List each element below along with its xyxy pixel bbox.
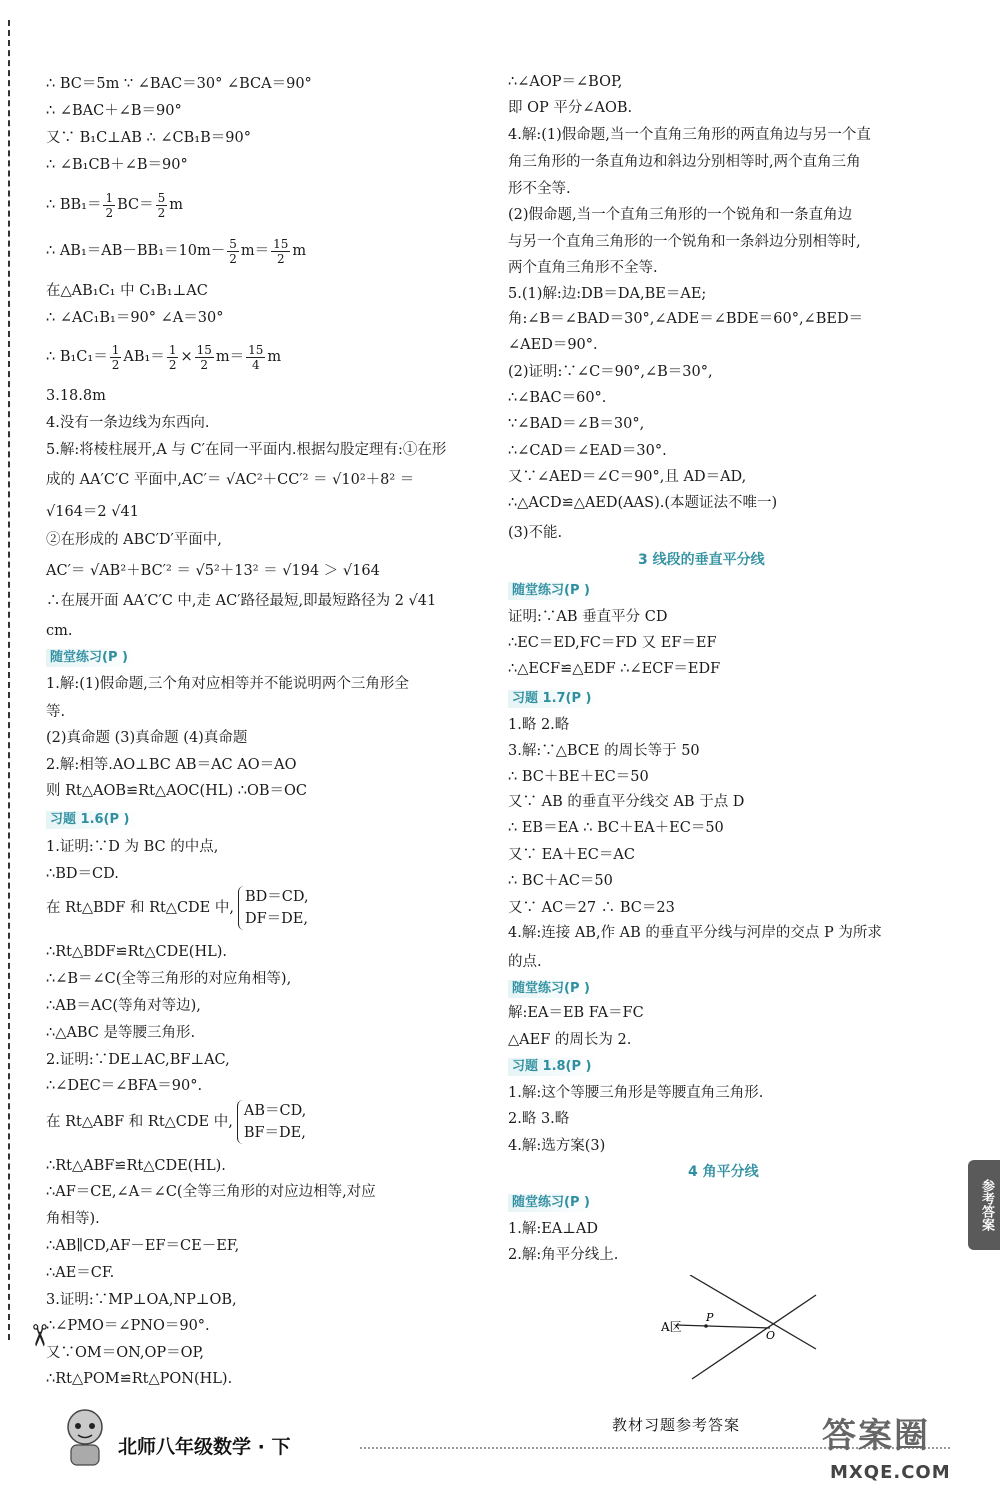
ray-lower [692,1295,816,1379]
text-line: ∴BD＝CD. [46,866,119,882]
text-line: 2.解:相等.AO⊥BC AB＝AC AO＝AO [46,757,297,773]
text-line: AC′＝ √AB²＋BC′² ＝ √5²＋13² ＝ √194 ＞ √164 [46,563,380,579]
text-line: ∴ ∠BAC＋∠B＝90° [46,103,182,119]
text-line: 3.解:∵△BCE 的周长等于 50 [508,743,700,759]
text-line: 证明:∵AB 垂直平分 CD [508,609,668,625]
text-line: (2)真命题 (3)真命题 (4)真命题 [46,730,248,746]
text-line: 4.解:连接 AB,作 AB 的垂直平分线与河岸的交点 P 为所求 [508,925,882,941]
text-line: 5.解:将棱柱展开,A 与 C′在同一平面内.根据勾股定理有:①在形 [46,442,447,458]
label-p: P [706,1311,714,1324]
text-line: 两个直角三角形不全等. [508,260,658,276]
text-line: 的点. [508,954,542,970]
section-header: 习题 1.7(P ) [508,690,600,708]
fraction: $\frac{1}{2}$ [111,342,120,372]
text-line: (3)不能. [508,525,563,541]
text-line: 2.略 3.略 [508,1111,570,1127]
section-header: 习题 1.6(P ) [46,811,138,829]
text-segment: ∴ BB₁＝ [46,197,102,213]
watermark-logo: 答案圈 [822,1416,930,1456]
fraction: $\frac{1}{2}$ [105,190,114,220]
text-line: √164＝2 √41 [46,504,139,520]
text-line: ∴EC＝ED,FC＝FD 又 EF＝EF [508,635,717,651]
text-line: 又∵OM＝ON,OP＝OP, [46,1345,204,1361]
text-line: 4.解:(1)假命题,当一个直角三角形的两直角边与另一个直 [508,127,871,143]
text-line: 又∵ AB 的垂直平分线交 AB 于点 D [508,794,745,810]
text-segment: AB₁＝ [123,349,165,365]
text-line: ∴AB∥CD,AF－EF＝CE－EF, [46,1238,240,1254]
text-line: 则 Rt△AOB≌Rt△AOC(HL) ∴OB＝OC [46,783,307,799]
label-o: O [766,1329,776,1342]
text-line: ②在形成的 ABC′D′平面中, [46,532,222,548]
text-line: ∴△ABC 是等腰三角形. [46,1025,196,1041]
text-line: ∴∠DEC＝∠BFA＝90°. [46,1078,203,1094]
text-segment: m [292,243,307,259]
text-line: 3.证明:∵MP⊥OA,NP⊥OB, [46,1292,237,1308]
math-line [46,1100,306,1144]
section-header: 随堂练习(P ) [46,649,136,667]
math-line [46,886,309,930]
text-segment: ∴ B₁C₁＝ [46,349,108,365]
text-line: ∴ ∠B₁CB＋∠B＝90° [46,157,188,173]
text-line: ∴Rt△ABF≌Rt△CDE(HL). [46,1158,226,1174]
text-line: 5.(1)解:边:DB＝DA,BE＝AE; [508,286,707,302]
text-line: ∴AF＝CE,∠A＝∠C(全等三角形的对应边相等,对应 [46,1184,376,1200]
text-line: ∠AED＝90°. [508,337,598,353]
text-line: 1.解:(1)假命题,三个角对应相等并不能说明两个三角形全 [46,676,409,692]
text-line: ∴∠CAD＝∠EAD＝30°. [508,443,667,459]
text-line: 1.解:这个等腰三角形是等腰直角三角形. [508,1085,764,1101]
brace-system: BD＝CD, DF＝DE, [238,886,309,930]
text-segment: m＝ [215,349,245,365]
angle-bisector-diagram [656,1275,826,1385]
text-line: 又∵ B₁C⊥AB ∴ ∠CB₁B＝90° [46,130,251,146]
fraction: $\frac{15}{4}$ [248,342,264,372]
text-line: 在△AB₁C₁ 中 C₁B₁⊥AC [46,283,208,299]
text-segment: m [267,349,282,365]
text-line: ∴∠BAC＝60°. [508,390,607,406]
text-segment: ∴ AB₁＝AB－BB₁＝10m－ [46,243,226,259]
text-line: ∴Rt△POM≌Rt△PON(HL). [46,1371,233,1387]
text-line: ∴△ECF≌△EDF ∴∠ECF＝EDF [508,661,721,677]
text-segment: BC＝ [117,197,154,213]
text-line: ∴ BC＋BE＋EC＝50 [508,769,649,785]
side-tab: 参考答案 [968,1160,1000,1250]
text-line: 与另一个直角三角形的一个锐角和一条斜边分别相等时, [508,234,861,250]
text-segment: 在 Rt△ABF 和 Rt△CDE 中, [46,1114,233,1130]
fraction: $\frac{15}{2}$ [196,342,212,372]
fraction: $\frac{15}{2}$ [273,236,289,266]
text-line: 3.18.8m [46,388,106,404]
mascot-icon [58,1405,112,1467]
text-line: ∴ BC＝5m ∵ ∠BAC＝30° ∠BCA＝90° [46,76,312,92]
text-line: ∴AE＝CF. [46,1265,115,1281]
text-line: 4.没有一条边线为东西向. [46,415,210,431]
text-line: 角三角形的一条直角边和斜边分别相等时,两个直角三角 [508,154,861,170]
text-line: 角相等). [46,1211,100,1227]
text-line: ∴Rt△BDF≌Rt△CDE(HL). [46,944,228,960]
text-line: 又∵ AC＝27 ∴ BC＝23 [508,900,675,916]
text-line: ∵∠BAD＝∠B＝30°, [508,416,645,432]
section-header: 随堂练习(P ) [508,1194,598,1212]
text-line: ∴ EB＝EA ∴ BC＋EA＋EC＝50 [508,820,724,836]
text-line: (2)证明:∵∠C＝90°,∠B＝30°, [508,364,713,380]
text-line: ∴在展开面 AA′C′C 中,走 AC′路径最短,即最短路径为 2 √41 [46,593,437,609]
bisector-line [676,1325,770,1328]
math-line [46,234,306,268]
section-title: 4 角平分线 [688,1164,759,1180]
text-line: ∴∠AOP＝∠BOP, [508,74,623,90]
text-line: ∴ ∠AC₁B₁＝90° ∠A＝30° [46,310,224,326]
text-line: ∴ BC＋AC＝50 [508,873,613,889]
text-line: 即 OP 平分∠AOB. [508,100,633,116]
text-line: △AEF 的周长为 2. [508,1032,632,1048]
text-line: cm. [46,623,73,639]
text-segment: m [169,197,184,213]
text-line: 解:EA＝EB FA＝FC [508,1005,644,1021]
text-line: ∴AB＝AC(等角对等边), [46,998,201,1014]
text-segment: m＝ [240,243,270,259]
text-line: 等. [46,704,66,720]
text-line: 2.证明:∵DE⊥AC,BF⊥AC, [46,1052,230,1068]
text-segment: × [180,349,193,365]
text-line: ∴∠B＝∠C(全等三角形的对应角相等), [46,971,292,987]
text-line: 又∵ EA＋EC＝AC [508,847,635,863]
fraction: $\frac{1}{2}$ [168,342,177,372]
text-segment: 在 Rt△BDF 和 Rt△CDE 中, [46,900,234,916]
text-line: ∴∠PMO＝∠PNO＝90°. [46,1318,210,1334]
section-title: 3 线段的垂直平分线 [638,552,765,568]
watermark-url: MXQE.COM [830,1462,951,1483]
text-line: 1.解:EA⊥AD [508,1221,599,1237]
brace-system: AB＝CD, BF＝DE, [237,1100,306,1144]
point-p [704,1324,708,1328]
text-line: 4.解:选方案(3) [508,1138,606,1154]
section-header: 习题 1.8(P ) [508,1058,600,1076]
math-line [46,340,281,374]
cut-line [8,20,10,1340]
fraction: $\frac{5}{2}$ [157,190,166,220]
section-header: 随堂练习(P ) [508,582,598,600]
text-line: 角:∠B＝∠BAD＝30°,∠ADE＝∠BDE＝60°,∠BED＝ [508,311,864,327]
text-line: ∴△ACD≌△AED(AAS).(本题证法不唯一) [508,495,778,511]
text-line: 成的 AA′C′C 平面中,AC′＝ √AC²＋CC′² ＝ √10²＋8² ＝ [46,472,415,488]
fraction: $\frac{5}{2}$ [229,236,237,266]
footer-caption: 教材习题参考答案 [612,1416,741,1434]
text-line: (2)假命题,当一个直角三角形的一个锐角和一条直角边 [508,207,853,223]
text-line: 1.证明:∵D 为 BC 的中点, [46,839,219,855]
math-line [46,188,183,222]
text-line: 2.解:角平分线上. [508,1247,619,1263]
text-line: 1.略 2.略 [508,717,570,733]
scissors-icon: ✂ [21,1322,57,1349]
book-title: 北师八年级数学 · 下 [118,1436,291,1458]
text-line: 又∵∠AED＝∠C＝90°,且 AD＝AD, [508,469,747,485]
section-header: 随堂练习(P ) [508,980,598,998]
label-a-zone: A区 [661,1320,682,1334]
text-line: 形不全等. [508,181,571,197]
